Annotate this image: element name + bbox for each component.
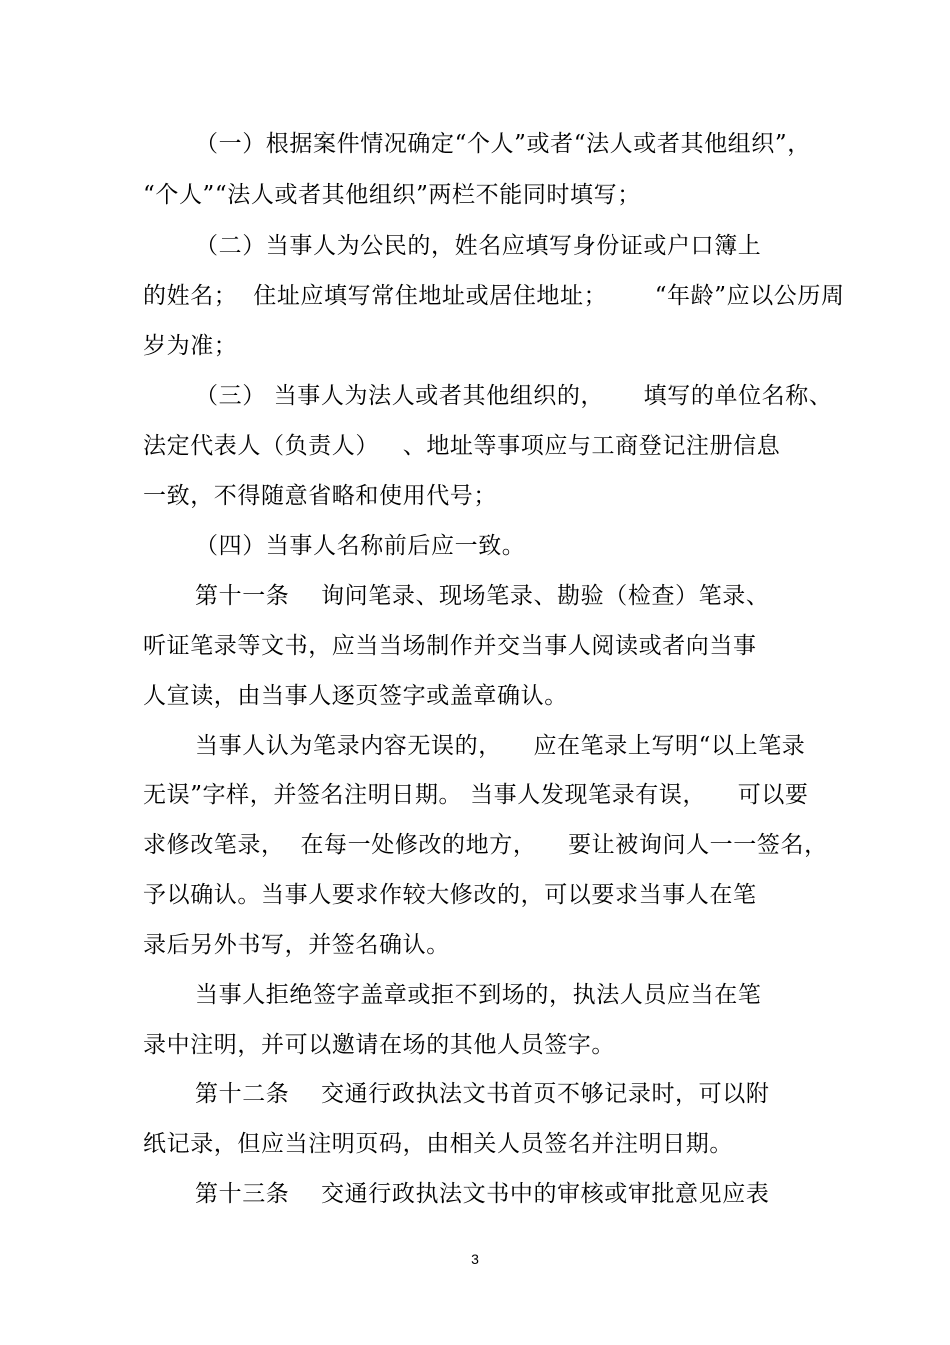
- text-line: （四）当事人名称前后应一致。: [195, 533, 526, 559]
- text-line: 岁为准；: [143, 333, 238, 359]
- text-line: 当事人认为笔录内容无误的， 应在笔录上写明“以上笔录: [195, 733, 806, 759]
- page-number: 3: [471, 1251, 479, 1267]
- text-line: 无误”字样，并签名注明日期。 当事人发现笔录有误， 可以要: [143, 782, 809, 808]
- text-line: （二）当事人为公民的，姓名应填写身份证或户口簿上: [195, 233, 762, 259]
- text-line: 人宣读，由当事人逐页签字或盖章确认。: [143, 683, 568, 709]
- text-line: 听证笔录等文书，应当当场制作并交当事人阅读或者向当事: [143, 633, 757, 659]
- text-line: “个人”“法人或者其他组织”两栏不能同时填写；: [143, 182, 641, 208]
- text-line: （一）根据案件情况确定“个人”或者“法人或者其他组织”，: [195, 131, 811, 157]
- text-line: 予以确认。当事人要求作较大修改的，可以要求当事人在笔: [143, 882, 757, 908]
- text-line: 第十一条 询问笔录、现场笔录、勘验（检查）笔录、: [195, 583, 770, 609]
- text-line: 第十三条 交通行政执法文书中的审核或审批意见应表: [195, 1181, 770, 1207]
- text-line: 法定代表人（负责人） 、地址等事项应与工商登记注册信息: [143, 433, 781, 459]
- text-line: 纸记录，但应当注明页码，由相关人员签名并注明日期。: [143, 1131, 733, 1157]
- text-line: 的姓名； 住址应填写常住地址或居住地址； “年龄”应以公历周: [143, 283, 845, 309]
- text-line: 第十二条 交通行政执法文书首页不够记录时，可以附: [195, 1081, 770, 1107]
- text-line: 录中注明，并可以邀请在场的其他人员签字。: [143, 1032, 615, 1058]
- text-line: 求修改笔录， 在每一处修改的地方， 要让被询问人一一签名，: [143, 832, 828, 858]
- text-line: 一致，不得随意省略和使用代号；: [143, 483, 497, 509]
- text-line: （三） 当事人为法人或者其他组织的， 填写的单位名称、: [195, 383, 833, 409]
- text-line: 录后另外书写，并签名确认。: [143, 932, 450, 958]
- text-line: 当事人拒绝签字盖章或拒不到场的，执法人员应当在笔: [195, 982, 762, 1008]
